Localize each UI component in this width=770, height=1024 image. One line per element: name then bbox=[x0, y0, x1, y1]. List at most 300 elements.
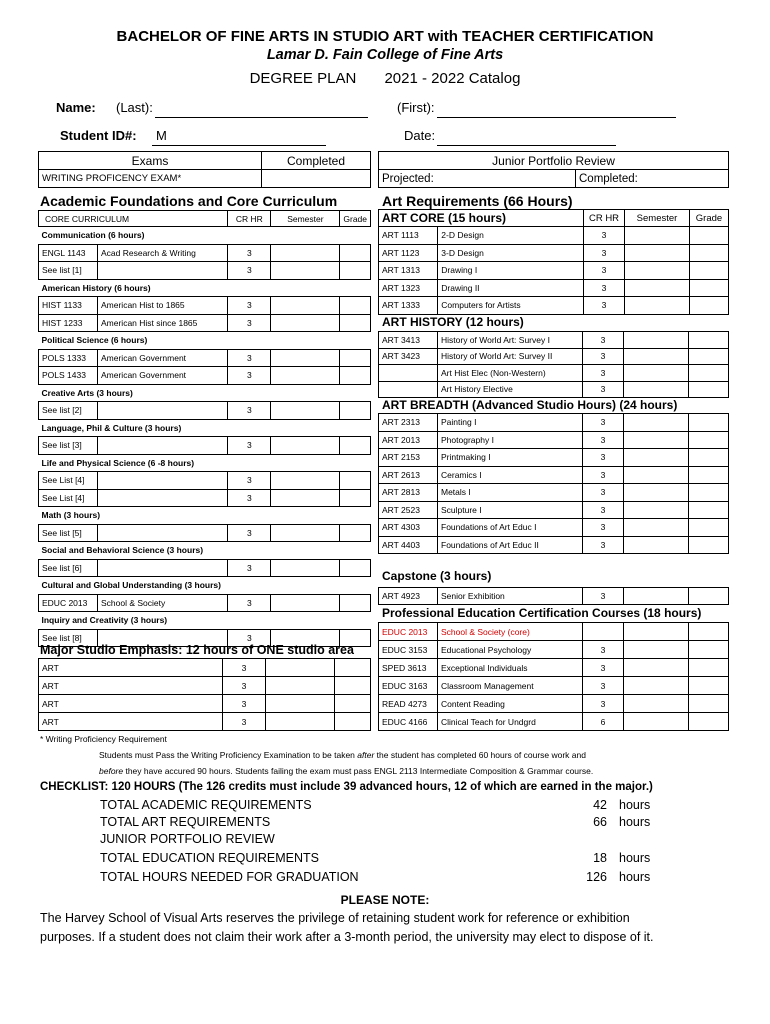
semester-cell[interactable] bbox=[624, 536, 689, 554]
completed-header: Completed bbox=[262, 152, 371, 170]
grade-cell[interactable] bbox=[689, 677, 729, 695]
course-title: Printmaking I bbox=[438, 449, 583, 467]
plan-heading bbox=[0, 70, 770, 87]
grade-cell[interactable] bbox=[340, 524, 371, 542]
student-id-field[interactable] bbox=[152, 128, 326, 146]
course-row bbox=[39, 559, 371, 577]
cr-hr-cell: 3 bbox=[228, 489, 271, 507]
checklist-unit: hours bbox=[619, 815, 651, 829]
semester-cell[interactable] bbox=[624, 332, 689, 349]
first-name-label: (First): bbox=[397, 100, 435, 115]
cr-hr-cell: 3 bbox=[583, 348, 624, 365]
cr-hr-cell: 3 bbox=[223, 659, 266, 677]
writing-exam-completed-cell[interactable] bbox=[262, 170, 371, 188]
semester-cell[interactable] bbox=[624, 677, 689, 695]
course-code bbox=[379, 381, 438, 398]
cr-hr-cell: 3 bbox=[583, 466, 624, 484]
date-field[interactable] bbox=[437, 131, 616, 146]
art-core-table bbox=[378, 209, 729, 315]
cr-hr-cell: 3 bbox=[583, 588, 624, 605]
grade-cell[interactable] bbox=[335, 677, 371, 695]
grade-cell[interactable] bbox=[335, 659, 371, 677]
course-code: POLS 1333 bbox=[39, 349, 98, 367]
checklist-hours: 126 bbox=[586, 870, 607, 884]
category-label: Cultural and Global Understanding (3 hours) bbox=[41, 580, 221, 591]
cr-hr-cell: 3 bbox=[228, 367, 271, 385]
cr-hr-cell: 3 bbox=[228, 437, 271, 455]
course-code: ART 1333 bbox=[379, 297, 438, 315]
course-title: American Government bbox=[98, 349, 228, 367]
cr-hr-cell bbox=[583, 623, 624, 641]
cr-hr-cell: 3 bbox=[583, 484, 624, 502]
course-row bbox=[379, 365, 729, 382]
category-label: Political Science (6 hours) bbox=[41, 335, 148, 346]
footnote-line-1: Students must Pass the Writing Proficiency Examination to be taken after the student has completed 60 hours of course work and bbox=[99, 750, 586, 760]
course-row bbox=[39, 367, 371, 385]
course-code: READ 4273 bbox=[379, 695, 438, 713]
grade-cell[interactable] bbox=[689, 449, 729, 467]
course-title: Art History Elective bbox=[438, 381, 583, 398]
cr-hr-cell: 3 bbox=[228, 349, 271, 367]
course-title: Sculpture I bbox=[438, 501, 583, 519]
course-title bbox=[98, 559, 228, 577]
checklist-hours: 66 bbox=[593, 815, 607, 829]
course-row bbox=[379, 466, 729, 484]
semester-cell[interactable] bbox=[624, 449, 689, 467]
please-note-title: PLEASE NOTE: bbox=[340, 893, 430, 907]
course-title: Drawing II bbox=[438, 279, 584, 297]
portfolio-title: Junior Portfolio Review bbox=[379, 152, 729, 170]
semester-cell[interactable] bbox=[271, 489, 340, 507]
cr-hr-header: CR HR bbox=[228, 211, 271, 227]
checklist-item bbox=[100, 798, 660, 814]
grade-cell[interactable] bbox=[690, 262, 729, 280]
semester-cell[interactable] bbox=[271, 244, 340, 262]
checklist-label: TOTAL HOURS NEEDED FOR GRADUATION bbox=[100, 870, 359, 884]
course-code: ART 2523 bbox=[379, 501, 438, 519]
checklist-label: JUNIOR PORTFOLIO REVIEW bbox=[100, 832, 275, 846]
semester-cell[interactable] bbox=[624, 466, 689, 484]
semester-cell[interactable] bbox=[271, 262, 340, 280]
category-label: Life and Physical Science (6 -8 hours) bbox=[41, 457, 195, 468]
semester-cell[interactable] bbox=[624, 623, 689, 641]
semester-header: Semester bbox=[271, 211, 340, 227]
grade-cell[interactable] bbox=[689, 623, 729, 641]
art-history-table bbox=[378, 331, 729, 398]
grade-cell[interactable] bbox=[689, 713, 729, 731]
cr-hr-cell: 3 bbox=[228, 594, 271, 612]
semester-cell[interactable] bbox=[271, 437, 340, 455]
category-row bbox=[39, 542, 371, 560]
cr-hr-cell: 3 bbox=[583, 332, 624, 349]
cr-hr-cell: 3 bbox=[228, 314, 271, 332]
grade-cell[interactable] bbox=[689, 519, 729, 537]
course-title: Exceptional Individuals bbox=[438, 659, 583, 677]
semester-cell[interactable] bbox=[271, 402, 340, 420]
degree-plan-label: DEGREE PLAN bbox=[249, 70, 357, 87]
course-row bbox=[39, 489, 371, 507]
date-label: Date: bbox=[404, 128, 436, 143]
semester-cell[interactable] bbox=[625, 227, 690, 245]
course-code: EDUC 2013 bbox=[39, 594, 98, 612]
art-breadth-title: ART BREADTH (Advanced Studio Hours) (24 hours) bbox=[382, 398, 678, 412]
portfolio-projected[interactable]: Projected: bbox=[379, 170, 576, 188]
category-row bbox=[39, 419, 371, 437]
grade-cell[interactable] bbox=[689, 536, 729, 554]
art-history-title: ART HISTORY (12 hours) bbox=[382, 315, 524, 329]
grade-cell[interactable] bbox=[690, 227, 729, 245]
course-code: ART 3423 bbox=[379, 348, 438, 365]
course-row bbox=[379, 332, 729, 349]
course-title bbox=[98, 402, 228, 420]
semester-cell[interactable] bbox=[625, 262, 690, 280]
course-row bbox=[379, 381, 729, 398]
cr-hr-cell: 3 bbox=[583, 501, 624, 519]
course-row bbox=[39, 524, 371, 542]
semester-cell[interactable] bbox=[624, 348, 689, 365]
course-code: EDUC 3163 bbox=[379, 677, 438, 695]
course-row bbox=[39, 349, 371, 367]
semester-cell[interactable] bbox=[271, 524, 340, 542]
course-title: 2-D Design bbox=[438, 227, 584, 245]
course-row bbox=[379, 501, 729, 519]
semester-cell[interactable] bbox=[271, 559, 340, 577]
grade-cell[interactable] bbox=[340, 349, 371, 367]
course-title: Educational Psychology bbox=[438, 641, 583, 659]
course-code: EDUC 2013 bbox=[379, 623, 438, 641]
grade-cell[interactable] bbox=[340, 594, 371, 612]
cr-hr-cell: 3 bbox=[584, 262, 625, 280]
course-code: See List [4] bbox=[39, 472, 98, 490]
course-code: EDUC 4166 bbox=[379, 713, 438, 731]
grade-cell[interactable] bbox=[335, 695, 371, 713]
capstone-table bbox=[378, 587, 729, 605]
portfolio-table bbox=[378, 151, 729, 188]
checklist-hours: 18 bbox=[593, 851, 607, 865]
grade-cell[interactable] bbox=[690, 297, 729, 315]
cr-hr-cell: 3 bbox=[584, 227, 625, 245]
course-row bbox=[39, 472, 371, 490]
course-code: ART 2613 bbox=[379, 466, 438, 484]
course-row bbox=[379, 536, 729, 554]
course-code bbox=[379, 365, 438, 382]
category-label: Inquiry and Creativity (3 hours) bbox=[41, 615, 168, 626]
category-row bbox=[39, 577, 371, 595]
semester-cell[interactable] bbox=[271, 472, 340, 490]
course-row bbox=[379, 519, 729, 537]
course-code: See list [3] bbox=[39, 437, 98, 455]
course-row bbox=[39, 244, 371, 262]
grade-cell[interactable] bbox=[689, 332, 729, 349]
course-row bbox=[379, 297, 729, 315]
course-title: Clinical Teach for Undgrd bbox=[438, 713, 583, 731]
course-title: Art Hist Elec (Non-Western) bbox=[438, 365, 583, 382]
cr-hr-cell: 3 bbox=[583, 536, 624, 554]
grade-cell[interactable] bbox=[689, 695, 729, 713]
semester-cell[interactable] bbox=[625, 297, 690, 315]
cr-hr-cell: 3 bbox=[583, 365, 624, 382]
grade-cell[interactable] bbox=[340, 297, 371, 315]
course-code: ART 1323 bbox=[379, 279, 438, 297]
cr-hr-cell: 3 bbox=[223, 695, 266, 713]
student-id-value: M bbox=[156, 128, 167, 143]
course-title: School & Society bbox=[98, 594, 228, 612]
grade-cell[interactable] bbox=[340, 489, 371, 507]
semester-cell[interactable] bbox=[624, 431, 689, 449]
course-code: ART 1313 bbox=[379, 262, 438, 280]
course-row bbox=[379, 449, 729, 467]
grade-cell[interactable] bbox=[335, 713, 371, 731]
last-name-label: (Last): bbox=[116, 100, 153, 115]
course-code: ART 2813 bbox=[379, 484, 438, 502]
course-row bbox=[379, 713, 729, 731]
course-row bbox=[39, 594, 371, 612]
grade-cell[interactable] bbox=[340, 402, 371, 420]
cr-hr-cell: 3 bbox=[583, 641, 624, 659]
semester-cell[interactable] bbox=[266, 677, 335, 695]
cr-hr-cell: 3 bbox=[228, 472, 271, 490]
course-title bbox=[98, 489, 228, 507]
semester-cell[interactable] bbox=[624, 501, 689, 519]
grade-cell[interactable] bbox=[689, 588, 729, 605]
grade-cell[interactable] bbox=[689, 348, 729, 365]
category-row bbox=[39, 454, 371, 472]
semester-cell[interactable] bbox=[624, 641, 689, 659]
art-breadth-table bbox=[378, 413, 729, 554]
semester-cell[interactable] bbox=[271, 297, 340, 315]
course-code: See list [2] bbox=[39, 402, 98, 420]
semester-cell[interactable] bbox=[266, 695, 335, 713]
course-code: POLS 1433 bbox=[39, 367, 98, 385]
category-label: Math (3 hours) bbox=[41, 510, 101, 521]
course-title: History of World Art: Survey I bbox=[438, 332, 583, 349]
grade-cell[interactable] bbox=[689, 365, 729, 382]
art-cr-hr-header: CR HR bbox=[584, 210, 625, 227]
grade-cell[interactable] bbox=[690, 244, 729, 262]
major-row bbox=[39, 677, 371, 695]
course-row bbox=[379, 677, 729, 695]
course-code: ART 1113 bbox=[379, 227, 438, 245]
grade-cell[interactable] bbox=[690, 279, 729, 297]
major-row bbox=[39, 695, 371, 713]
category-label: Social and Behavioral Science (3 hours) bbox=[41, 545, 204, 556]
course-code: ART 2153 bbox=[379, 449, 438, 467]
course-code: ART bbox=[39, 695, 223, 713]
course-title: Metals I bbox=[438, 484, 583, 502]
course-code: HIST 1133 bbox=[39, 297, 98, 315]
art-core-title: ART CORE (15 hours) bbox=[379, 210, 584, 227]
course-row bbox=[379, 641, 729, 659]
checklist-unit: hours bbox=[619, 870, 651, 884]
grade-cell[interactable] bbox=[689, 501, 729, 519]
course-row bbox=[379, 623, 729, 641]
cr-hr-cell: 3 bbox=[228, 262, 271, 280]
course-title: Computers for Artists bbox=[438, 297, 584, 315]
course-title: Foundations of Art Educ II bbox=[438, 536, 583, 554]
course-row bbox=[379, 348, 729, 365]
grade-cell[interactable] bbox=[340, 559, 371, 577]
course-title bbox=[98, 472, 228, 490]
cr-hr-cell: 3 bbox=[228, 402, 271, 420]
college-name: Lamar D. Fain College of Fine Arts bbox=[266, 47, 504, 63]
grade-cell[interactable] bbox=[340, 262, 371, 280]
course-code: ART bbox=[39, 677, 223, 695]
course-row bbox=[379, 588, 729, 605]
course-title: Senior Exhibition bbox=[438, 588, 583, 605]
grade-cell[interactable] bbox=[340, 244, 371, 262]
cr-hr-cell: 3 bbox=[228, 297, 271, 315]
grade-cell[interactable] bbox=[340, 314, 371, 332]
exams-header: Exams bbox=[39, 152, 262, 170]
checklist-item bbox=[100, 815, 660, 831]
course-code: See list [1] bbox=[39, 262, 98, 280]
semester-cell[interactable] bbox=[624, 695, 689, 713]
course-code: HIST 1233 bbox=[39, 314, 98, 332]
grade-cell[interactable] bbox=[689, 659, 729, 677]
category-row bbox=[39, 507, 371, 525]
course-code: See List [4] bbox=[39, 489, 98, 507]
course-code: ART 1123 bbox=[379, 244, 438, 262]
semester-cell[interactable] bbox=[624, 519, 689, 537]
cr-hr-cell: 3 bbox=[228, 629, 271, 647]
course-row bbox=[379, 659, 729, 677]
checklist-label: TOTAL ART REQUIREMENTS bbox=[100, 815, 271, 829]
catalog-label: 2021 - 2022 Catalog bbox=[384, 70, 521, 87]
portfolio-completed[interactable]: Completed: bbox=[576, 170, 729, 188]
cr-hr-cell: 3 bbox=[583, 449, 624, 467]
academic-table bbox=[38, 210, 371, 647]
course-code: See list [6] bbox=[39, 559, 98, 577]
semester-cell[interactable] bbox=[271, 349, 340, 367]
course-code: ART bbox=[39, 659, 223, 677]
writing-exam-row: WRITING PROFICENCY EXAM* bbox=[39, 170, 262, 188]
major-row bbox=[39, 713, 371, 731]
checklist-item bbox=[100, 832, 660, 848]
course-code: ART 4403 bbox=[379, 536, 438, 554]
cr-hr-cell: 3 bbox=[584, 297, 625, 315]
semester-cell[interactable] bbox=[625, 279, 690, 297]
checklist-unit: hours bbox=[619, 798, 651, 812]
semester-cell[interactable] bbox=[625, 244, 690, 262]
grade-cell[interactable] bbox=[689, 381, 729, 398]
footnote-star: * Writing Proficiency Requirement bbox=[40, 734, 167, 744]
course-code: SPED 3613 bbox=[379, 659, 438, 677]
cr-hr-cell: 3 bbox=[228, 524, 271, 542]
semester-cell[interactable] bbox=[624, 365, 689, 382]
category-label: American History (6 hours) bbox=[41, 282, 151, 293]
major-section-title: Major Studio Emphasis: 12 hours of ONE studio area bbox=[40, 643, 354, 657]
grade-cell[interactable] bbox=[340, 367, 371, 385]
course-row bbox=[379, 695, 729, 713]
category-row bbox=[39, 384, 371, 402]
course-row bbox=[379, 279, 729, 297]
core-curriculum-header: CORE CURRICULUM bbox=[39, 211, 228, 227]
prof-ed-title: Professional Education Certification Courses (18 hours) bbox=[382, 606, 702, 620]
cr-hr-cell: 3 bbox=[228, 559, 271, 577]
course-title: Content Reading bbox=[438, 695, 583, 713]
course-title: School & Society (core) bbox=[438, 623, 583, 641]
grade-header: Grade bbox=[340, 211, 371, 227]
course-code: See list [8] bbox=[39, 629, 98, 647]
course-title: Acad Research & Writing bbox=[98, 244, 228, 262]
course-code: ENGL 1143 bbox=[39, 244, 98, 262]
semester-cell[interactable] bbox=[266, 659, 335, 677]
cr-hr-cell: 3 bbox=[583, 431, 624, 449]
semester-cell[interactable] bbox=[271, 314, 340, 332]
course-title: Foundations of Art Educ I bbox=[438, 519, 583, 537]
student-id-label: Student ID#: bbox=[60, 128, 137, 143]
cr-hr-cell: 3 bbox=[584, 279, 625, 297]
cr-hr-cell: 3 bbox=[223, 677, 266, 695]
exams-table bbox=[38, 151, 371, 188]
category-row bbox=[39, 279, 371, 297]
cr-hr-cell: 6 bbox=[583, 713, 624, 731]
course-row bbox=[379, 244, 729, 262]
course-row bbox=[379, 414, 729, 432]
course-title: Ceramics I bbox=[438, 466, 583, 484]
semester-cell[interactable] bbox=[624, 713, 689, 731]
cr-hr-cell: 3 bbox=[583, 381, 624, 398]
art-semester-header: Semester bbox=[625, 210, 690, 227]
semester-cell[interactable] bbox=[624, 484, 689, 502]
course-title: Drawing I bbox=[438, 262, 584, 280]
cr-hr-cell: 3 bbox=[583, 677, 624, 695]
checklist-label: TOTAL ACADEMIC REQUIREMENTS bbox=[100, 798, 312, 812]
grade-cell[interactable] bbox=[340, 472, 371, 490]
semester-cell[interactable] bbox=[624, 588, 689, 605]
course-title bbox=[98, 262, 228, 280]
semester-cell[interactable] bbox=[624, 381, 689, 398]
grade-cell[interactable] bbox=[689, 431, 729, 449]
checklist-title: CHECKLIST: 120 HOURS (The 126 credits must include 39 advanced hours, 12 of which are earned in the major.) bbox=[40, 781, 653, 793]
course-code: ART bbox=[39, 713, 223, 731]
first-name-field[interactable] bbox=[437, 103, 676, 118]
prof-ed-table bbox=[378, 622, 729, 731]
checklist-unit: hours bbox=[619, 851, 651, 865]
course-code: ART 4923 bbox=[379, 588, 438, 605]
course-code: ART 2013 bbox=[379, 431, 438, 449]
last-name-field[interactable] bbox=[155, 103, 368, 118]
semester-cell[interactable] bbox=[624, 659, 689, 677]
semester-cell[interactable] bbox=[266, 713, 335, 731]
semester-cell[interactable] bbox=[271, 594, 340, 612]
course-row bbox=[379, 262, 729, 280]
grade-cell[interactable] bbox=[689, 414, 729, 432]
course-title: 3-D Design bbox=[438, 244, 584, 262]
cr-hr-cell: 3 bbox=[583, 695, 624, 713]
grade-cell[interactable] bbox=[689, 484, 729, 502]
course-title: American Hist to 1865 bbox=[98, 297, 228, 315]
semester-cell[interactable] bbox=[624, 414, 689, 432]
course-title bbox=[98, 524, 228, 542]
course-row bbox=[39, 402, 371, 420]
course-code: ART 2313 bbox=[379, 414, 438, 432]
course-row bbox=[39, 437, 371, 455]
course-title: Painting I bbox=[438, 414, 583, 432]
capstone-title: Capstone (3 hours) bbox=[382, 569, 492, 583]
grade-cell[interactable] bbox=[689, 466, 729, 484]
course-row bbox=[379, 431, 729, 449]
cr-hr-cell: 3 bbox=[228, 244, 271, 262]
semester-cell[interactable] bbox=[271, 367, 340, 385]
grade-cell[interactable] bbox=[340, 437, 371, 455]
grade-cell[interactable] bbox=[689, 641, 729, 659]
course-title: Photography I bbox=[438, 431, 583, 449]
name-label: Name: bbox=[56, 100, 96, 115]
cr-hr-cell: 3 bbox=[223, 713, 266, 731]
please-note-line-2: purposes. If a student does not claim their work after a 3-month period, the university may elect to dispose of it. bbox=[40, 930, 654, 944]
cr-hr-cell: 3 bbox=[583, 519, 624, 537]
